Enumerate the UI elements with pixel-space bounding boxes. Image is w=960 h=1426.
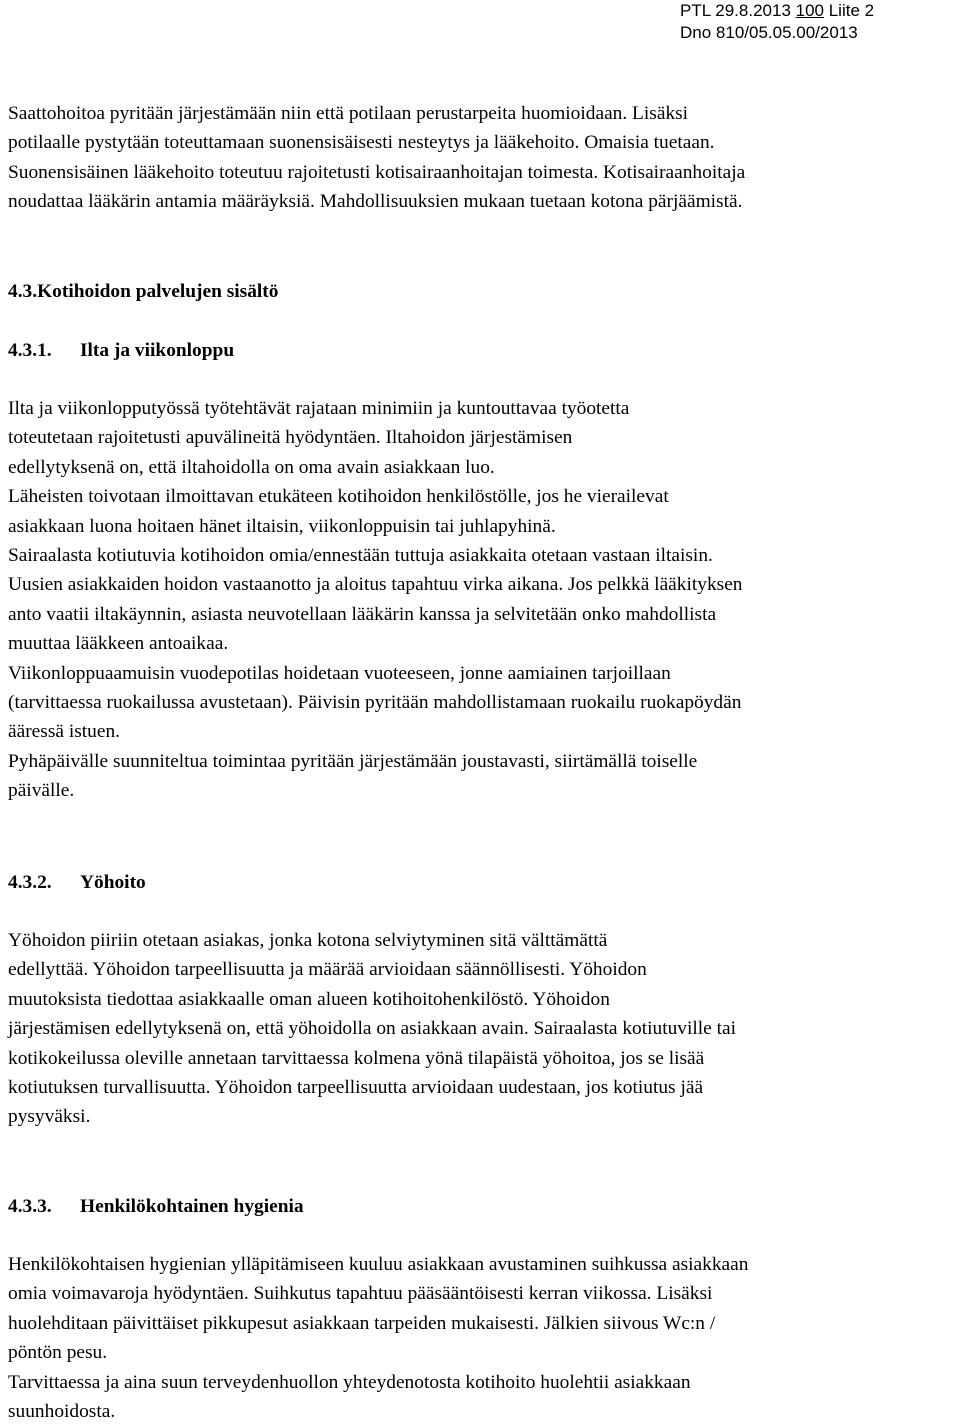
section-title: Yöhoito xyxy=(80,872,146,893)
header-attachment: Liite 2 xyxy=(824,1,875,20)
paragraph-line: Henkilökohtaisen hygienian ylläpitämiseen kuuluu asiakkaan avustaminen suihkussa asiakkaan xyxy=(8,1254,749,1275)
paragraph-line: muuttaa lääkkeen antoaikaa. xyxy=(8,633,229,655)
section-number: 4.3. xyxy=(8,281,38,302)
section-heading-4-3-1 xyxy=(8,336,234,365)
paragraph-line: pysyväksi. xyxy=(8,1106,91,1128)
paragraph-line: (tarvittaessa ruokailussa avustetaan). Päivisin pyritään mahdollistamaan ruokailu ruokapöydän xyxy=(8,692,742,714)
paragraph-line: muutoksista tiedottaa asiakkaalle oman alueen kotihoitohenkilöstö. Yöhoidon xyxy=(8,988,610,1010)
paragraph-line: pöntön pesu. xyxy=(8,1342,108,1364)
paragraph-line: Sairaalasta kotiutuvia kotihoidon omia/ennestään tuttuja asiakkaita otetaan vastaan iltaisin. xyxy=(8,545,713,567)
paragraph-line: edellyttää. Yöhoidon tarpeellisuutta ja määrää arvioidaan säännöllisesti. Yöhoidon xyxy=(8,959,647,981)
paragraph-line: edellytyksenä on, että iltahoidolla on oma avain asiakkaan luo. xyxy=(8,456,495,478)
intro-paragraph xyxy=(8,99,954,217)
paragraph-line: Uusien asiakkaiden hoidon vastaanotto ja aloitus tapahtuu virka aikana. Jos pelkkä lääkityksen xyxy=(8,574,743,596)
paragraph-line: kotiutuksen turvallisuutta. Yöhoidon tarpeellisuutta arvioidaan uudestaan, jos kotiutus jää xyxy=(8,1077,704,1099)
paragraph-line: potilaalle pystytään toteuttamaan suonensisäisesti nesteytys ja lääkehoito. Omaisia tuetaan. xyxy=(8,132,715,154)
header-date: PTL 29.8.2013 xyxy=(680,1,796,20)
paragraph-line: ääressä istuen. xyxy=(8,721,120,743)
section-number: 4.3.2. xyxy=(8,872,52,893)
section-heading-4-3-2 xyxy=(8,868,146,897)
paragraph-line: Tarvittaessa ja aina suun terveydenhuollon yhteydenotosta kotihoito huolehtii asiakkaan xyxy=(8,1371,691,1393)
paragraph-line: kotikokeilussa oleville annetaan tarvittaessa kolmena yönä tilapäistä yöhoitoa, jos se lisää xyxy=(8,1047,705,1069)
paragraph-line: Pyhäpäivälle suunniteltua toimintaa pyritään järjestämään joustavasti, siirtämällä toiselle xyxy=(8,750,698,772)
section-title: Kotihoidon palvelujen sisältö xyxy=(37,281,279,302)
paragraph-line: Viikonloppuaamuisin vuodepotilas hoidetaan vuoteeseen, jonne aamiainen tarjoillaan xyxy=(8,662,671,684)
paragraph-line: päivälle. xyxy=(8,780,75,802)
paragraph-line: anto vaatii iltakäynnin, asiasta neuvotellaan lääkärin kanssa ja selvitetään onko mahdollista xyxy=(8,603,717,625)
paragraph-line: asiakkaan luona hoitaen hänet iltaisin, viikonloppuisin tai juhlapyhinä. xyxy=(8,515,556,537)
header-meta-line xyxy=(680,0,874,22)
section-title: Ilta ja viikonloppu xyxy=(80,340,235,361)
paragraph-line: huolehditaan päivittäiset pikkupesut asiakkaan tarpeiden mukaisesti. Jälkien siivous Wc:n / xyxy=(8,1312,716,1334)
paragraph-line: omia voimavaroja hyödyntäen. Suihkutus tapahtuu pääsääntöisesti kerran viikossa. Lisäksi xyxy=(8,1283,713,1305)
section-title: Henkilökohtainen hygienia xyxy=(80,1196,304,1217)
section-number: 4.3.1. xyxy=(8,340,52,361)
section-4-3-3-body xyxy=(8,1250,954,1426)
paragraph-line: Saattohoitoa pyritään järjestämään niin että potilaan perustarpeita huomioidaan. Lisäksi xyxy=(8,103,689,124)
paragraph-line: Suonensisäinen lääkehoito toteutuu rajoitetusti kotisairaanhoitajan toimesta. Kotisairaanhoitaja xyxy=(8,161,746,183)
paragraph-line: suunhoidosta. xyxy=(8,1401,116,1423)
section-4-3-1-body xyxy=(8,394,954,806)
paragraph-line: Läheisten toivotaan ilmoittavan etukäteen kotihoidon henkilöstölle, jos he vierailevat xyxy=(8,486,669,508)
section-4-3-2-body xyxy=(8,926,954,1132)
section-heading-4-3 xyxy=(8,277,278,306)
paragraph-line: toteutetaan rajoitetusti apuvälineitä hyödyntäen. Iltahoidon järjestämisen xyxy=(8,427,573,449)
header-dno-line: Dno 810/05.05.00/2013 xyxy=(680,23,858,42)
section-number: 4.3.3. xyxy=(8,1196,52,1217)
paragraph-line: Yöhoidon piiriin otetaan asiakas, jonka kotona selviytyminen sitä välttämättä xyxy=(8,930,608,951)
paragraph-line: Ilta ja viikonlopputyössä työtehtävät rajataan minimiin ja kuntouttavaa työotetta xyxy=(8,398,630,419)
paragraph-line: järjestämisen edellytyksenä on, että yöhoidolla on asiakkaan avain. Sairaalasta kotiutuville tai xyxy=(8,1018,737,1040)
section-heading-4-3-3 xyxy=(8,1192,304,1221)
header-page-number: 100 xyxy=(795,1,824,20)
paragraph-line: noudattaa lääkärin antamia määräyksiä. Mahdollisuuksien mukaan tuetaan kotona pärjäämistä. xyxy=(8,191,743,213)
